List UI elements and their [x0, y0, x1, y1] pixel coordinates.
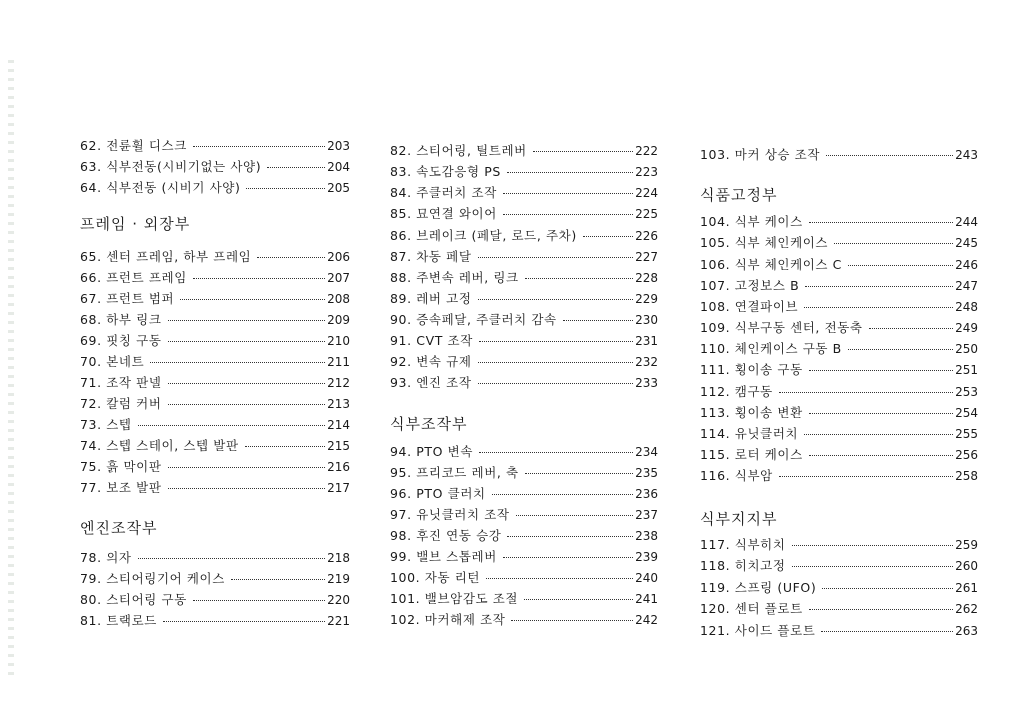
- toc-entry: [80, 352, 350, 372]
- toc-entry: [390, 226, 658, 246]
- dot-leader: [138, 425, 325, 426]
- toc-entry: [700, 276, 978, 296]
- toc-entry-title: 65. 센터 프레임, 하부 프레임: [80, 249, 252, 264]
- toc-page-number: 245: [955, 236, 978, 250]
- toc-entry-title: 71. 조작 판넬: [80, 375, 162, 390]
- dot-leader: [193, 600, 325, 601]
- toc-page-number: 262: [955, 602, 978, 616]
- toc-page-number: 207: [327, 271, 350, 285]
- toc-entry: [390, 526, 658, 546]
- dot-leader: [809, 609, 953, 610]
- toc-entry-title: 74. 스텝 스테이, 스텝 발판: [80, 438, 239, 453]
- toc-entry: [80, 436, 350, 456]
- toc-entry-title: 104. 식부 케이스: [700, 214, 803, 229]
- toc-entry-title: 96. PTO 클러치: [390, 486, 486, 501]
- dot-leader: [792, 545, 954, 546]
- toc-page-number: 212: [327, 376, 350, 390]
- toc-entry: [80, 569, 350, 589]
- toc-entry-title: 67. 프런트 범퍼: [80, 291, 175, 306]
- toc-entry: [390, 463, 658, 483]
- dot-leader: [779, 392, 953, 393]
- toc-entry-title: 62. 전륜휠 디스크: [80, 138, 187, 153]
- toc-entry: [80, 590, 350, 610]
- toc-entry-title: 89. 레버 고정: [390, 291, 472, 306]
- toc-entry-title: 119. 스프링 (UFO): [700, 580, 817, 595]
- toc-entry-title: 98. 후진 연동 승강: [390, 528, 502, 543]
- dot-leader: [533, 151, 633, 152]
- toc-entry-title: 68. 하부 링크: [80, 312, 162, 327]
- toc-entry-title: 63. 식부전동(시비기없는 사양): [80, 159, 262, 174]
- toc-entry: [700, 424, 978, 444]
- dot-leader: [138, 558, 325, 559]
- dot-leader: [168, 383, 326, 384]
- toc-entry-title: 73. 스텝: [80, 417, 132, 432]
- toc-entry-title: 114. 유닛클러치: [700, 426, 799, 441]
- toc-entry-title: 77. 보조 발판: [80, 480, 162, 495]
- dot-leader: [583, 236, 633, 237]
- toc-entry: [390, 505, 658, 525]
- toc-page-number: 225: [635, 207, 658, 221]
- dot-leader: [478, 299, 634, 300]
- toc-entry-title: 111. 횡이송 구동: [700, 362, 803, 377]
- toc-page-number: 238: [635, 529, 658, 543]
- dot-leader: [525, 278, 633, 279]
- toc-entry: [700, 466, 978, 486]
- toc-page-number: 230: [635, 313, 658, 327]
- toc-entry-title: 81. 트랙로드: [80, 613, 157, 628]
- toc-page-number: 244: [955, 215, 978, 229]
- toc-entry-title: 107. 고정보스 B: [700, 278, 800, 293]
- toc-entry-title: 99. 밸브 스톱레버: [390, 549, 497, 564]
- toc-page-number: 234: [635, 445, 658, 459]
- dot-leader: [805, 286, 953, 287]
- toc-page-number: 224: [635, 186, 658, 200]
- toc-page-number: 240: [635, 571, 658, 585]
- toc-entry-title: 110. 체인케이스 구동 B: [700, 341, 842, 356]
- toc-entry: [390, 331, 658, 351]
- dot-leader: [478, 383, 634, 384]
- toc-page-number: 241: [635, 592, 658, 606]
- toc-entry: [80, 178, 350, 198]
- dot-leader: [563, 320, 633, 321]
- toc-entry-title: 80. 스티어링 구동: [80, 592, 187, 607]
- toc-entry: [700, 318, 978, 338]
- dot-leader: [507, 172, 633, 173]
- toc-entry: [390, 547, 658, 567]
- toc-page-number: 208: [327, 292, 350, 306]
- dot-leader: [478, 257, 634, 258]
- dot-leader: [479, 452, 633, 453]
- dot-leader: [150, 362, 325, 363]
- toc-entry-title: 109. 식부구동 센터, 전동축: [700, 320, 863, 335]
- toc-entry-title: 86. 브레이크 (페달, 로드, 주차): [390, 228, 577, 243]
- toc-entry: [390, 183, 658, 203]
- dot-leader: [848, 265, 953, 266]
- toc-entry-title: 112. 캠구동: [700, 384, 773, 399]
- toc-page-number: 218: [327, 551, 350, 565]
- dot-leader: [809, 455, 953, 456]
- toc-entry: [80, 373, 350, 393]
- dot-leader: [848, 349, 953, 350]
- dot-leader: [507, 536, 633, 537]
- toc-entry: [390, 442, 658, 462]
- toc-page-number: 211: [327, 355, 350, 369]
- toc-entry: [80, 457, 350, 477]
- toc-entry-title: 70. 본네트: [80, 354, 145, 369]
- toc-entry: [80, 394, 350, 414]
- toc-entry: [80, 415, 350, 435]
- dot-leader: [804, 307, 953, 308]
- dot-leader: [257, 257, 325, 258]
- dot-leader: [524, 599, 633, 600]
- toc-entry-title: 84. 주클러치 조작: [390, 185, 497, 200]
- dot-leader: [168, 341, 326, 342]
- dot-leader: [869, 328, 953, 329]
- toc-page-number: 247: [955, 279, 978, 293]
- toc-page-number: 217: [327, 481, 350, 495]
- toc-entry-title: 113. 횡이송 변환: [700, 405, 803, 420]
- toc-entry: [700, 255, 978, 275]
- toc-entry-title: 82. 스티어링, 틸트레버: [390, 143, 527, 158]
- toc-page-number: 255: [955, 427, 978, 441]
- toc-page-number: 206: [327, 250, 350, 264]
- dot-leader: [516, 515, 634, 516]
- toc-page-number: 259: [955, 538, 978, 552]
- toc-entry: [390, 204, 658, 224]
- toc-entry: [80, 289, 350, 309]
- toc-entry-title: 85. 묘연결 와이어: [390, 206, 497, 221]
- toc-entry: [700, 339, 978, 359]
- toc-entry: [700, 297, 978, 317]
- toc-entry: [390, 373, 658, 393]
- toc-page-number: 258: [955, 469, 978, 483]
- toc-page-number: 254: [955, 406, 978, 420]
- toc-entry-title: 117. 식부히치: [700, 537, 786, 552]
- dot-leader: [168, 488, 326, 489]
- dot-leader: [163, 621, 325, 622]
- dot-leader: [492, 494, 633, 495]
- toc-entry: [700, 535, 978, 555]
- dot-leader: [168, 467, 326, 468]
- dot-leader: [193, 146, 325, 147]
- dot-leader: [822, 588, 953, 589]
- toc-page-number: 227: [635, 250, 658, 264]
- toc-page-number: 228: [635, 271, 658, 285]
- dot-leader: [479, 341, 633, 342]
- toc-entry: [80, 268, 350, 288]
- toc-entry-title: 90. 증속페달, 주클러치 감속: [390, 312, 557, 327]
- toc-page-number: 204: [327, 160, 350, 174]
- toc-entry-title: 105. 식부 체인케이스: [700, 235, 829, 250]
- toc-page-number: 215: [327, 439, 350, 453]
- toc-page-number: 263: [955, 624, 978, 638]
- dot-leader: [503, 214, 633, 215]
- dot-leader: [511, 620, 633, 621]
- toc-entry: [700, 403, 978, 423]
- toc-page-number: 210: [327, 334, 350, 348]
- toc-entry-title: 87. 차동 페달: [390, 249, 472, 264]
- dot-leader: [804, 434, 953, 435]
- toc-entry-title: 78. 의자: [80, 550, 132, 565]
- toc-entry: [390, 352, 658, 372]
- dot-leader: [503, 557, 633, 558]
- toc-entry: [390, 589, 658, 609]
- toc-entry-title: 100. 자동 리턴: [390, 570, 481, 585]
- toc-entry: [700, 233, 978, 253]
- toc-entry-title: 79. 스티어링기어 케이스: [80, 571, 225, 586]
- toc-entry-title: 94. PTO 변속: [390, 444, 473, 459]
- toc-entry: [700, 212, 978, 232]
- toc-entry-title: 116. 식부암: [700, 468, 773, 483]
- toc-entry: [700, 599, 978, 619]
- toc-entry: [390, 268, 658, 288]
- toc-page-number: 248: [955, 300, 978, 314]
- toc-entry-title: 95. 프리코드 레버, 축: [390, 465, 519, 480]
- toc-page-number: 235: [635, 466, 658, 480]
- toc-entry: [390, 247, 658, 267]
- toc-page-number: 229: [635, 292, 658, 306]
- toc-entry-title: 93. 엔진 조작: [390, 375, 472, 390]
- toc-page-number: 223: [635, 165, 658, 179]
- toc-page-number: 253: [955, 385, 978, 399]
- dot-leader: [193, 278, 325, 279]
- section-heading: 식품고정부: [700, 186, 778, 204]
- toc-entry: [700, 621, 978, 641]
- toc-entry-title: 92. 변속 규제: [390, 354, 472, 369]
- toc-page-number: 249: [955, 321, 978, 335]
- toc-page-number: 243: [955, 148, 978, 162]
- toc-page-number: 214: [327, 418, 350, 432]
- toc-page-number: 209: [327, 313, 350, 327]
- toc-entry: [80, 478, 350, 498]
- dot-leader: [503, 193, 633, 194]
- toc-page-number: 242: [635, 613, 658, 627]
- dot-leader: [809, 413, 953, 414]
- toc-page-number: 236: [635, 487, 658, 501]
- toc-page-number: 220: [327, 593, 350, 607]
- toc-entry-title: 91. CVT 조작: [390, 333, 473, 348]
- toc-page-number: 226: [635, 229, 658, 243]
- toc-page-number: 256: [955, 448, 978, 462]
- toc-entry-title: 103. 마커 상승 조작: [700, 147, 821, 162]
- toc-entry: [700, 445, 978, 465]
- toc-entry: [700, 145, 978, 165]
- toc-entry: [390, 162, 658, 182]
- toc-entry-title: 106. 식부 체인케이스 C: [700, 257, 843, 272]
- dot-leader: [246, 188, 325, 189]
- toc-entry-title: 120. 센터 플로트: [700, 601, 803, 616]
- toc-entry-title: 102. 마커해제 조작: [390, 612, 506, 627]
- toc-page-number: 251: [955, 363, 978, 377]
- toc-entry-title: 97. 유닛클러치 조작: [390, 507, 510, 522]
- dot-leader: [180, 299, 325, 300]
- toc-entry: [390, 310, 658, 330]
- section-heading: 식부지지부: [700, 510, 778, 528]
- dot-leader: [231, 579, 325, 580]
- section-heading: 프레임 · 외장부: [80, 215, 191, 233]
- toc-entry-title: 75. 흙 막이판: [80, 459, 162, 474]
- dot-leader: [792, 566, 954, 567]
- toc-entry: [80, 331, 350, 351]
- toc-entry: [80, 611, 350, 631]
- section-heading: 엔진조작부: [80, 519, 158, 537]
- toc-page-number: 250: [955, 342, 978, 356]
- toc-entry-title: 121. 사이드 플로트: [700, 623, 816, 638]
- toc-entry: [80, 548, 350, 568]
- toc-entry-title: 101. 밸브암감도 조절: [390, 591, 519, 606]
- toc-page-number: 232: [635, 355, 658, 369]
- toc-page-number: 260: [955, 559, 978, 573]
- toc-page-number: 219: [327, 572, 350, 586]
- section-heading: 식부조작부: [390, 415, 468, 433]
- toc-entry: [390, 289, 658, 309]
- toc-entry-title: 83. 속도감응형 PS: [390, 164, 501, 179]
- toc-entry-title: 66. 프런트 프레임: [80, 270, 187, 285]
- toc-entry-title: 115. 로터 케이스: [700, 447, 803, 462]
- toc-entry-title: 64. 식부전동 (시비기 사양): [80, 180, 241, 195]
- toc-entry: [390, 610, 658, 630]
- dot-leader: [478, 362, 634, 363]
- dot-leader: [168, 404, 326, 405]
- toc-entry: [390, 141, 658, 161]
- toc-entry: [80, 157, 350, 177]
- toc-entry-title: 69. 핏칭 구동: [80, 333, 162, 348]
- toc-page-number: 203: [327, 139, 350, 153]
- toc-page-number: 239: [635, 550, 658, 564]
- dot-leader: [168, 320, 326, 321]
- toc-page-number: 222: [635, 144, 658, 158]
- toc-entry: [700, 578, 978, 598]
- dot-leader: [821, 631, 953, 632]
- toc-entry-title: 108. 연결파이브: [700, 299, 799, 314]
- toc-entry: [390, 484, 658, 504]
- toc-entry-title: 72. 칼럼 커버: [80, 396, 162, 411]
- toc-entry-title: 88. 주변속 레버, 링크: [390, 270, 519, 285]
- toc-entry: [700, 556, 978, 576]
- toc-entry: [390, 568, 658, 588]
- toc-entry-title: 118. 히치고정: [700, 558, 786, 573]
- dot-leader: [525, 473, 633, 474]
- dot-leader: [267, 167, 325, 168]
- toc-page-number: 221: [327, 614, 350, 628]
- toc-page-number: 213: [327, 397, 350, 411]
- toc-page-number: 231: [635, 334, 658, 348]
- dot-leader: [245, 446, 325, 447]
- dot-leader: [486, 578, 633, 579]
- toc-page-number: 216: [327, 460, 350, 474]
- toc-page-number: 233: [635, 376, 658, 390]
- dot-leader: [779, 476, 953, 477]
- scan-margin-strip: [8, 60, 14, 680]
- toc-page-number: 246: [955, 258, 978, 272]
- toc-entry: [700, 360, 978, 380]
- dot-leader: [834, 243, 953, 244]
- toc-entry: [80, 310, 350, 330]
- dot-leader: [809, 222, 953, 223]
- toc-page-number: 261: [955, 581, 978, 595]
- toc-page-number: 205: [327, 181, 350, 195]
- toc-entry: [80, 247, 350, 267]
- toc-entry: [700, 382, 978, 402]
- dot-leader: [809, 370, 953, 371]
- dot-leader: [826, 155, 953, 156]
- toc-page-number: 237: [635, 508, 658, 522]
- toc-entry: [80, 136, 350, 156]
